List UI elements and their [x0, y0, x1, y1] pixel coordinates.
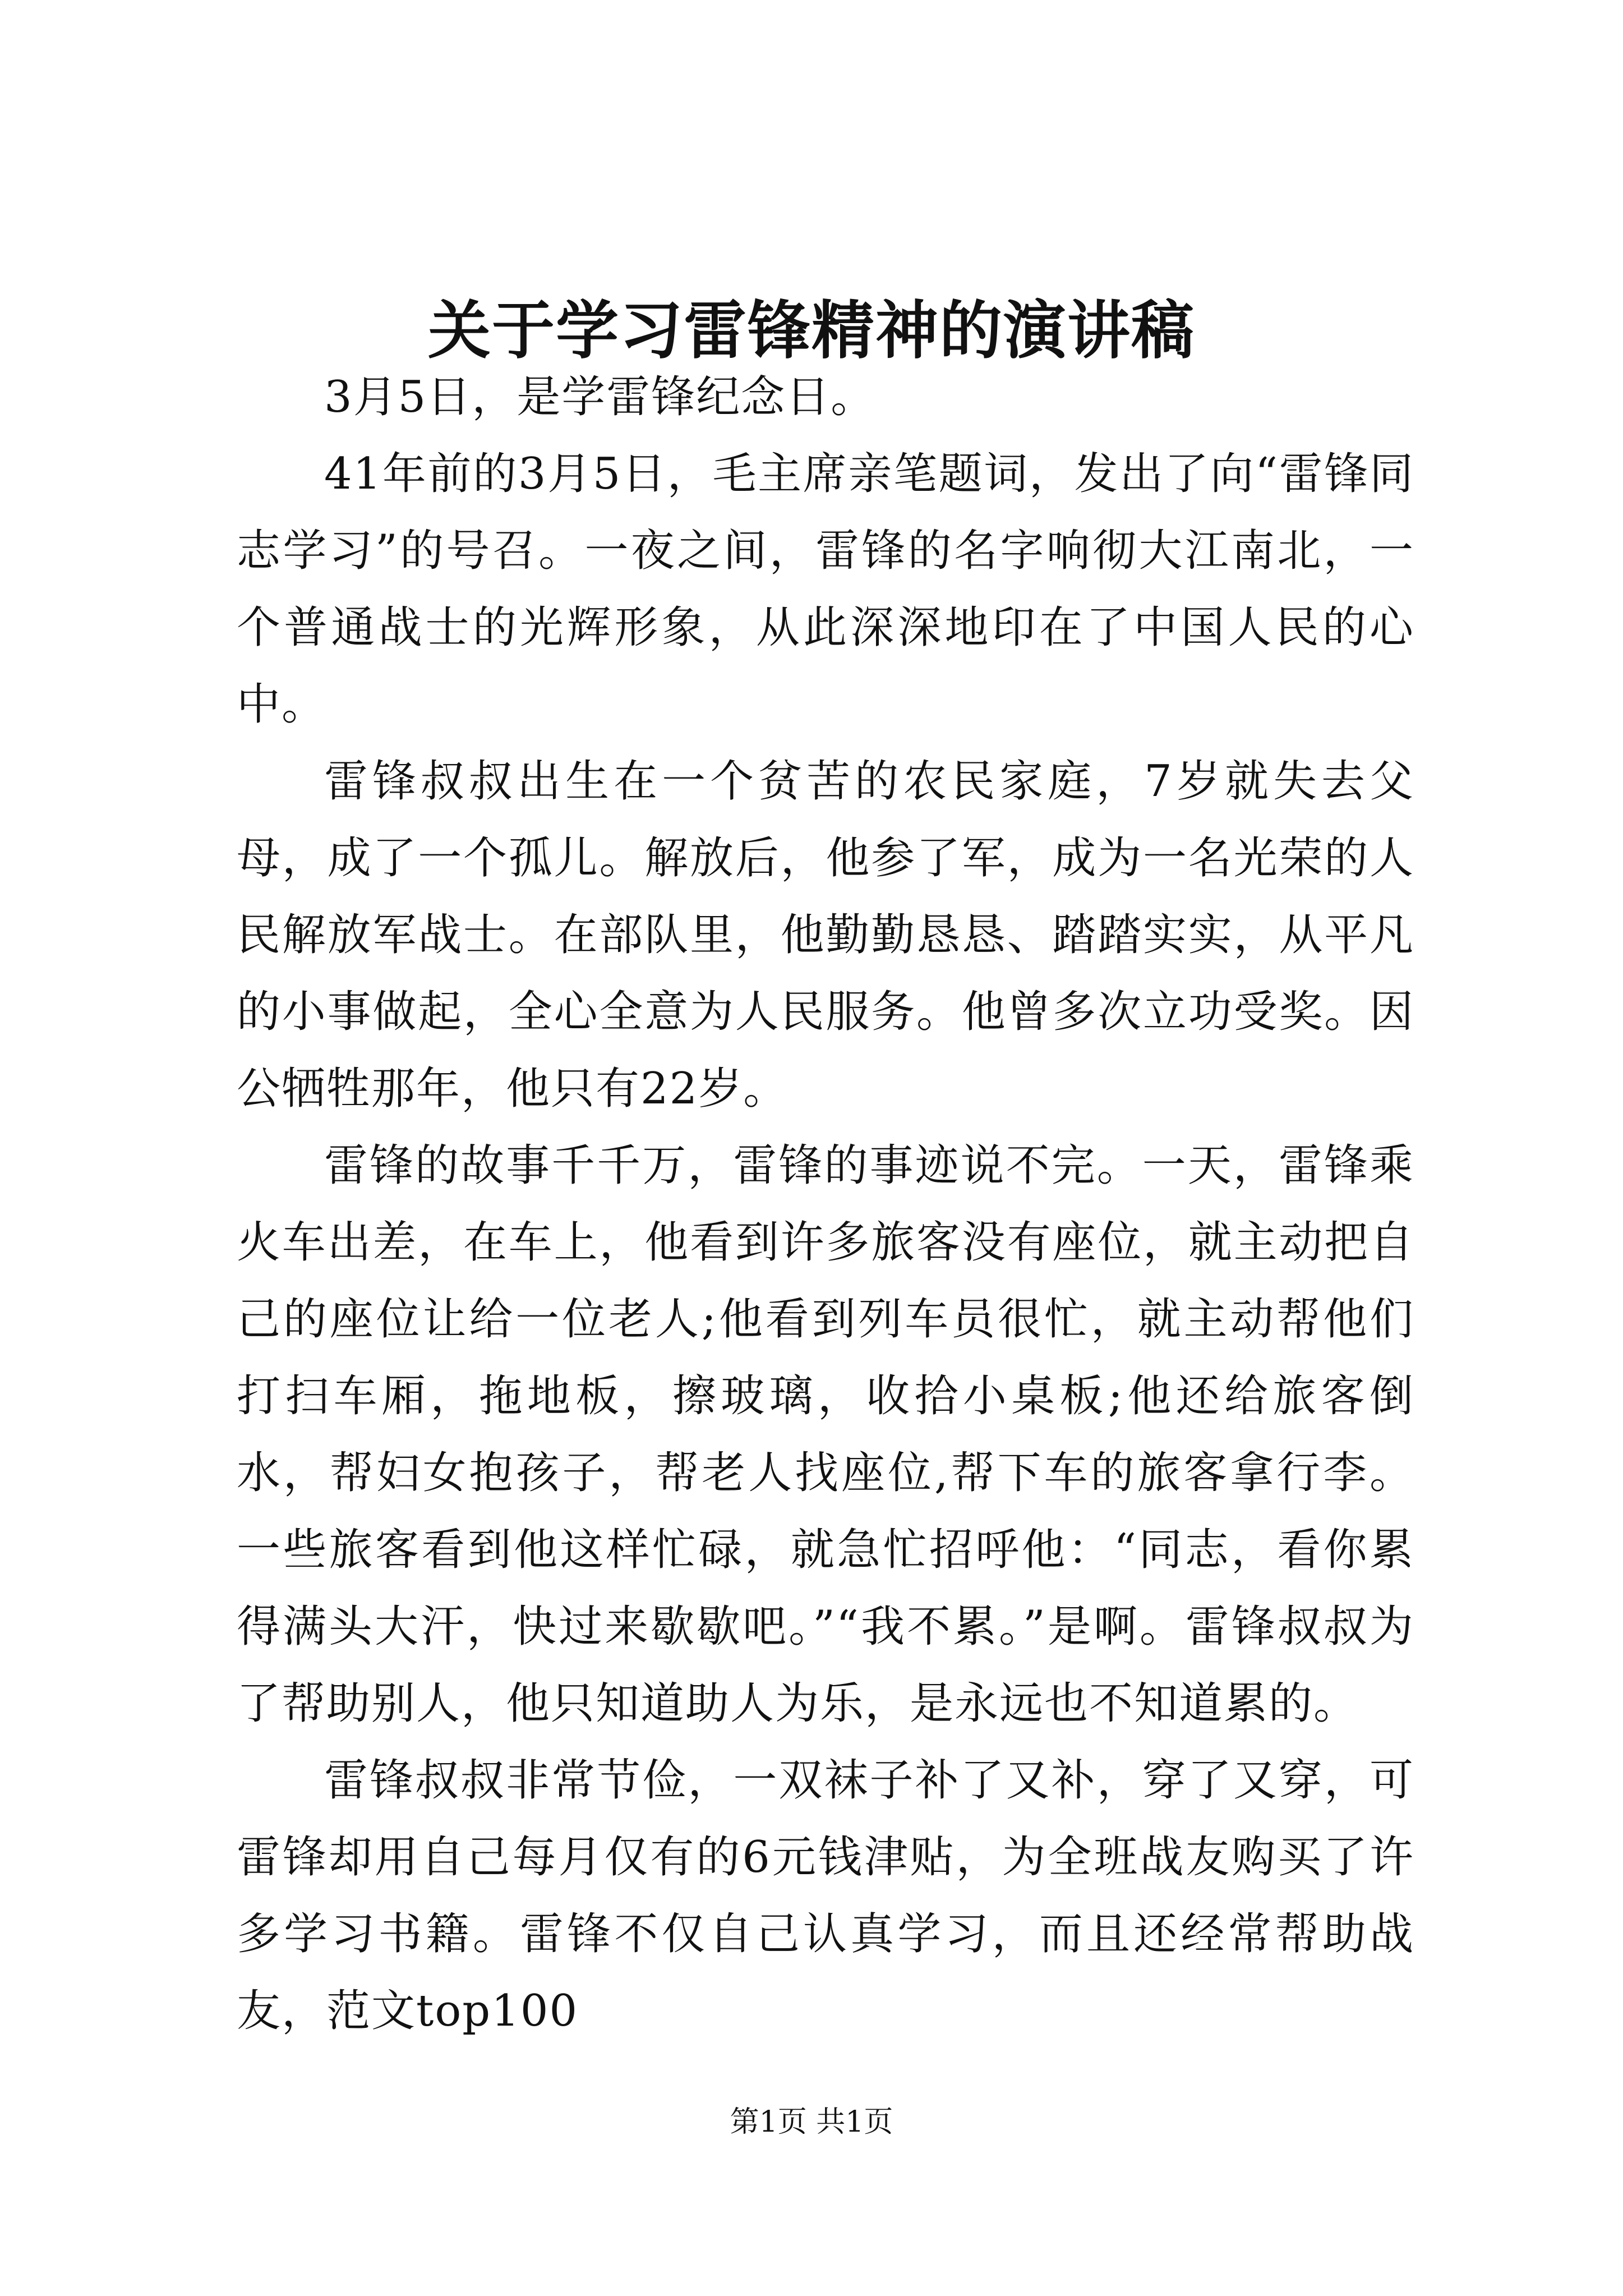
paragraph-1: 3月5日，是学雷锋纪念日。	[324, 372, 876, 422]
paragraph-3: 雷锋叔叔出生在一个贫苦的农民家庭，7岁就失去父母，成了一个孤儿。解放后，他参了军，成为一名光荣的人民解放军战士。在部队里，他勤勤恳恳、踏踏实实，从平凡的小事做起，全心全意为人民服务。他曾多次立功受奖。因公牺牲那年，他只有22岁。	[237, 756, 1414, 1114]
document-title: 关于学习雷锋精神的演讲稿	[428, 294, 1195, 367]
paragraph-2: 41年前的3月5日，毛主席亲笔题词，发出了向“雷锋同志学习”的号召。一夜之间，雷锋的名字响彻大江南北，一个普通战士的光辉形象，从此深深地印在了中国人民的心中。	[237, 449, 1414, 730]
paragraph-5: 雷锋叔叔非常节俭，一双袜子补了又补，穿了又穿，可雷锋却用自己每月仅有的6元钱津贴，为全班战友购买了许多学习书籍。雷锋不仅自己认真学习，而且还经常帮助战友，范文top100	[237, 1755, 1414, 2036]
page-number-footer: 第1页 共1页	[730, 2105, 893, 2139]
paragraph-4: 雷锋的故事千千万，雷锋的事迹说不完。一天，雷锋乘火车出差，在车上，他看到许多旅客没有座位，就主动把自己的座位让给一位老人;他看到列车员很忙，就主动帮他们打扫车厢，拖地板，擦玻璃，收拾小桌板;他还给旅客倒水，帮妇女抱孩子，帮老人找座位,帮下车的旅客拿行李。一些旅客看到他这样忙碌，就急忙招呼他：“同志，看你累得满头大汗，快过来歇歇吧。”“我不累。”是啊。雷锋叔叔为了帮助别人，他只知道助人为乐，是永远也不知道累的。	[237, 1140, 1414, 1729]
document-body	[237, 359, 1414, 2050]
